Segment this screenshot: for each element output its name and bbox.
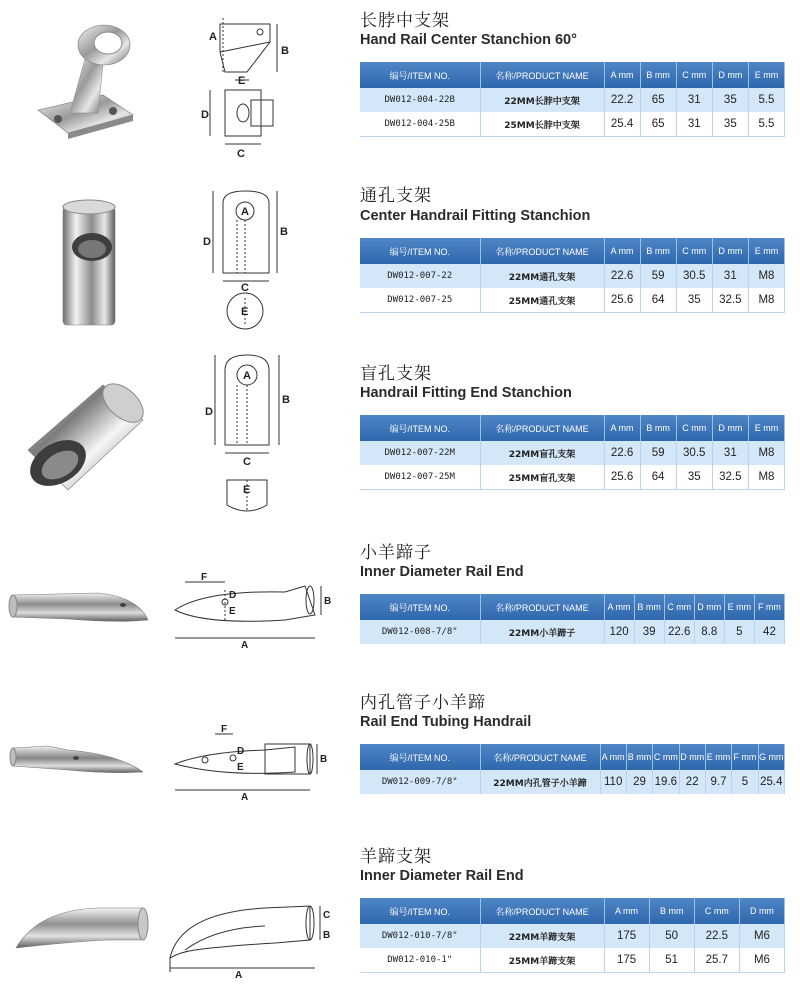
table-header-row [360, 62, 785, 88]
cell-c: 30.5 [676, 264, 712, 288]
drawing-label-e: E [237, 762, 244, 773]
drawing-label-d: D [203, 236, 211, 248]
header-c: C mm [676, 415, 712, 441]
cell-c: 35 [676, 288, 712, 313]
product-title-cn: 内孔管子小羊蹄 [360, 693, 486, 713]
cell-a: 120 [604, 620, 634, 644]
drawing-label-a: A [243, 370, 251, 382]
cell-e: M8 [748, 465, 784, 490]
header-c: C mm [653, 744, 679, 770]
drawing-label-b: B [281, 45, 289, 57]
header-d: D mm [679, 744, 705, 770]
table-row [360, 620, 785, 644]
drawing-label-a: A [235, 970, 243, 978]
header-item-no: 编号/ITEM NO. [360, 62, 480, 88]
cell-e: M8 [748, 264, 784, 288]
spec-table [360, 62, 785, 137]
cell-item-no: DW012-008-7/8" [360, 620, 480, 644]
cell-d: M6 [739, 924, 784, 948]
drawing-label-d: D [237, 746, 245, 757]
table-header-row [360, 744, 785, 770]
header-f: F mm [754, 594, 784, 620]
product-title-en: Inner Diameter Rail End [360, 868, 524, 884]
drawing-label-b: B [324, 596, 332, 607]
cell-c: 22.6 [664, 620, 694, 644]
table-row [360, 264, 785, 288]
drawing-label-e: E [229, 606, 236, 617]
technical-drawing-center-fitting-stanchion [165, 183, 345, 343]
technical-drawing-center-stanchion [165, 12, 345, 162]
technical-drawing-rail-end-bracket [165, 888, 345, 978]
header-item-no: 编号/ITEM NO. [360, 238, 480, 264]
cell-e: 5.5 [748, 88, 784, 112]
cell-a: 25.4 [604, 112, 640, 137]
cell-b: 65 [640, 88, 676, 112]
product-photo-center-fitting-stanchion [8, 185, 158, 335]
table-row [360, 770, 785, 794]
header-product-name: 名称/PRODUCT NAME [480, 238, 604, 264]
header-a: A mm [604, 415, 640, 441]
header-a: A mm [604, 594, 634, 620]
product-photo-inner-diameter-rail-end [8, 575, 158, 645]
header-product-name: 名称/PRODUCT NAME [480, 898, 604, 924]
product-title-en: Handrail Fitting End Stanchion [360, 385, 572, 401]
product-photo-rail-end-bracket [8, 890, 158, 970]
product-section-end-stanchion [0, 345, 800, 530]
cell-product-name: 22MM长脖中支架 [480, 88, 604, 112]
cell-a: 22.6 [604, 441, 640, 465]
header-d: D mm [712, 415, 748, 441]
table-header-row [360, 898, 785, 924]
cell-item-no: DW012-004-22B [360, 88, 480, 112]
header-product-name: 名称/PRODUCT NAME [480, 62, 604, 88]
product-title-cn: 盲孔支架 [360, 364, 432, 384]
cell-e: M8 [748, 441, 784, 465]
cell-product-name: 25MM盲孔支架 [480, 465, 604, 490]
product-section-rail-end-bracket [0, 830, 800, 985]
cell-a: 22.2 [604, 88, 640, 112]
header-a: A mm [600, 744, 626, 770]
cell-product-name: 22MM盲孔支架 [480, 441, 604, 465]
technical-drawing-end-stanchion [165, 345, 345, 525]
drawing-label-d: D [229, 590, 237, 601]
drawing-label-d: D [205, 406, 213, 418]
cell-a: 175 [604, 948, 649, 973]
header-item-no: 编号/ITEM NO. [360, 594, 480, 620]
drawing-label-d: D [201, 109, 209, 121]
drawing-label-e: E [241, 306, 249, 318]
drawing-label-b: B [280, 226, 288, 238]
drawing-label-a: A [241, 792, 249, 802]
cell-c: 31 [676, 88, 712, 112]
drawing-label-a: A [209, 31, 217, 43]
cell-c: 22.5 [694, 924, 739, 948]
cell-d: 31 [712, 264, 748, 288]
cell-item-no: DW012-007-25M [360, 465, 480, 490]
header-d: D mm [712, 62, 748, 88]
header-c: C mm [676, 238, 712, 264]
table-row [360, 948, 785, 973]
cell-d: 35 [712, 88, 748, 112]
table-row [360, 112, 785, 137]
product-section-inner-diameter-rail-end [0, 530, 800, 680]
header-b: B mm [634, 594, 664, 620]
product-title-en: Hand Rail Center Stanchion 60° [360, 32, 577, 48]
header-product-name: 名称/PRODUCT NAME [480, 594, 604, 620]
header-b: B mm [640, 415, 676, 441]
cell-e: 9.7 [705, 770, 731, 794]
header-d: D mm [739, 898, 784, 924]
spec-table [360, 594, 785, 644]
cell-product-name: 22MM小羊蹄子 [480, 620, 604, 644]
cell-e: 5.5 [748, 112, 784, 137]
header-d: D mm [712, 238, 748, 264]
table-row [360, 88, 785, 112]
table-row [360, 288, 785, 313]
header-c: C mm [664, 594, 694, 620]
drawing-label-b: B [320, 754, 328, 765]
cell-item-no: DW012-007-22 [360, 264, 480, 288]
cell-f: 42 [754, 620, 784, 644]
drawing-label-b: B [282, 394, 290, 406]
product-title-en: Rail End Tubing Handrail [360, 714, 532, 730]
cell-c: 25.7 [694, 948, 739, 973]
drawing-label-b: B [323, 930, 331, 941]
cell-item-no: DW012-004-25B [360, 112, 480, 137]
cell-a: 25.6 [604, 465, 640, 490]
cell-c: 30.5 [676, 441, 712, 465]
product-section-center-fitting-stanchion [0, 175, 800, 345]
cell-a: 22.6 [604, 264, 640, 288]
cell-c: 19.6 [653, 770, 679, 794]
drawing-label-c: C [241, 282, 249, 294]
spec-table [360, 238, 785, 313]
drawing-label-a: A [241, 640, 249, 650]
cell-a: 175 [604, 924, 649, 948]
cell-product-name: 22MM羊蹄支架 [480, 924, 604, 948]
product-title-cn: 羊蹄支架 [360, 847, 432, 867]
technical-drawing-inner-diameter-rail-end [165, 570, 345, 650]
header-c: C mm [676, 62, 712, 88]
product-photo-center-stanchion [8, 15, 158, 145]
header-b: B mm [649, 898, 694, 924]
header-e: E mm [748, 238, 784, 264]
cell-product-name: 25MM长脖中支架 [480, 112, 604, 137]
cell-a: 25.6 [604, 288, 640, 313]
cell-b: 65 [640, 112, 676, 137]
header-e: E mm [705, 744, 731, 770]
cell-item-no: DW012-009-7/8" [360, 770, 480, 794]
product-title-cn: 通孔支架 [360, 186, 432, 206]
header-b: B mm [626, 744, 652, 770]
cell-b: 64 [640, 288, 676, 313]
header-a: A mm [604, 238, 640, 264]
cell-d: 35 [712, 112, 748, 137]
cell-b: 39 [634, 620, 664, 644]
header-b: B mm [640, 62, 676, 88]
table-header-row [360, 594, 785, 620]
cell-d: 8.8 [694, 620, 724, 644]
table-row [360, 465, 785, 490]
cell-g: 25.4 [758, 770, 784, 794]
spec-table [360, 898, 785, 973]
cell-c: 31 [676, 112, 712, 137]
cell-d: 32.5 [712, 288, 748, 313]
cell-product-name: 25MM通孔支架 [480, 288, 604, 313]
product-photo-rail-end-tubing [8, 730, 158, 790]
header-item-no: 编号/ITEM NO. [360, 898, 480, 924]
drawing-label-c: C [243, 456, 251, 468]
cell-a: 110 [600, 770, 626, 794]
drawing-label-f: F [221, 724, 228, 735]
cell-d: 31 [712, 441, 748, 465]
header-d: D mm [694, 594, 724, 620]
product-title-cn: 小羊蹄子 [360, 543, 432, 563]
cell-b: 29 [626, 770, 652, 794]
header-item-no: 编号/ITEM NO. [360, 415, 480, 441]
cell-item-no: DW012-010-1" [360, 948, 480, 973]
technical-drawing-rail-end-tubing [165, 722, 345, 802]
table-header-row [360, 238, 785, 264]
cell-product-name: 22MM通孔支架 [480, 264, 604, 288]
header-item-no: 编号/ITEM NO. [360, 744, 480, 770]
header-product-name: 名称/PRODUCT NAME [480, 744, 600, 770]
header-b: B mm [640, 238, 676, 264]
table-row [360, 441, 785, 465]
header-g: G mm [758, 744, 784, 770]
product-section-center-stanchion-60 [0, 0, 800, 175]
product-photo-end-stanchion [8, 365, 158, 515]
header-e: E mm [748, 62, 784, 88]
cell-b: 64 [640, 465, 676, 490]
cell-item-no: DW012-007-25 [360, 288, 480, 313]
header-product-name: 名称/PRODUCT NAME [480, 415, 604, 441]
drawing-label-e: E [238, 75, 246, 87]
product-title-en: Inner Diameter Rail End [360, 564, 524, 580]
header-c: C mm [694, 898, 739, 924]
cell-product-name: 22MM内孔管子小羊蹄 [480, 770, 600, 794]
table-row [360, 924, 785, 948]
product-title-cn: 长脖中支架 [360, 11, 450, 31]
spec-table [360, 744, 785, 794]
cell-f: 5 [732, 770, 758, 794]
drawing-label-c: C [323, 910, 331, 921]
drawing-label-c: C [237, 148, 245, 160]
drawing-label-f: F [201, 572, 208, 583]
cell-d: 22 [679, 770, 705, 794]
header-e: E mm [748, 415, 784, 441]
cell-b: 51 [649, 948, 694, 973]
table-header-row [360, 415, 785, 441]
header-f: F mm [732, 744, 758, 770]
cell-product-name: 25MM羊蹄支架 [480, 948, 604, 973]
cell-c: 35 [676, 465, 712, 490]
header-e: E mm [724, 594, 754, 620]
header-a: A mm [604, 62, 640, 88]
cell-b: 50 [649, 924, 694, 948]
cell-b: 59 [640, 441, 676, 465]
cell-d: M6 [739, 948, 784, 973]
drawing-label-e: E [243, 484, 251, 496]
header-a: A mm [604, 898, 649, 924]
cell-item-no: DW012-007-22M [360, 441, 480, 465]
product-title-en: Center Handrail Fitting Stanchion [360, 208, 591, 224]
spec-table [360, 415, 785, 490]
cell-b: 59 [640, 264, 676, 288]
cell-d: 32.5 [712, 465, 748, 490]
cell-e: M8 [748, 288, 784, 313]
drawing-label-a: A [241, 206, 249, 218]
cell-item-no: DW012-010-7/8" [360, 924, 480, 948]
product-section-rail-end-tubing [0, 680, 800, 830]
cell-e: 5 [724, 620, 754, 644]
